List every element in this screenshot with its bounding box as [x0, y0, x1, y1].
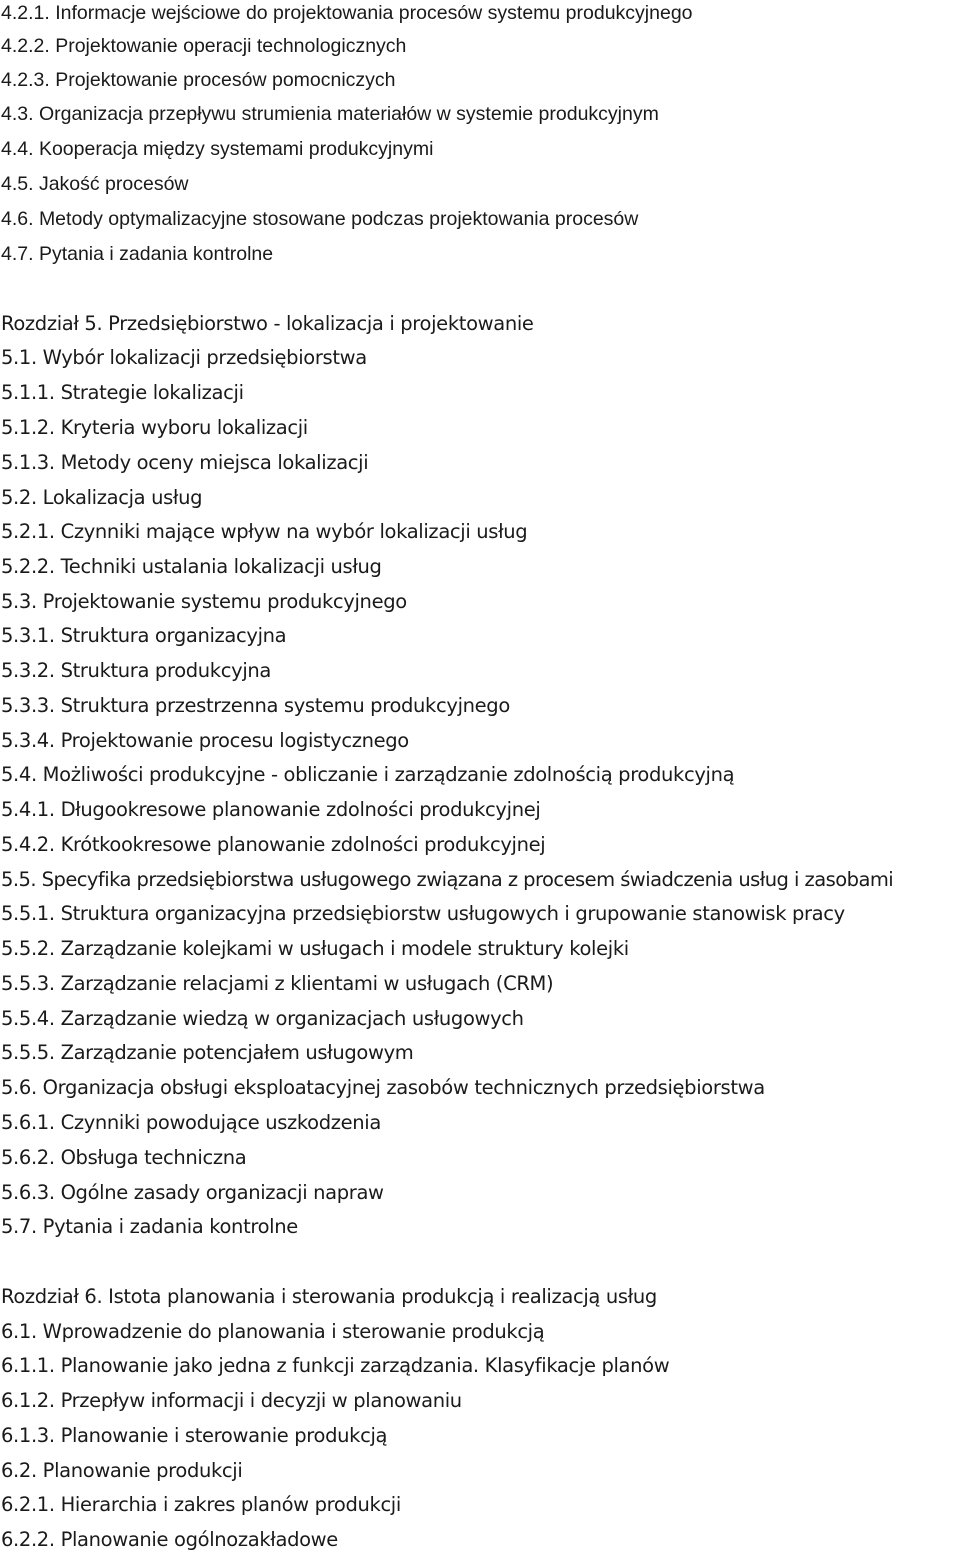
- toc-line-6-1: 6.1. Wprowadzenie do planowania i sterowanie produkcją: [1, 1320, 545, 1343]
- toc-line-6-1-2: 6.1.2. Przepływ informacji i decyzji w planowaniu: [1, 1389, 462, 1412]
- toc-line-4-2-2: 4.2.2. Projektowanie operacji technologicznych: [1, 35, 407, 57]
- toc-line-4-3: 4.3. Organizacja przepływu strumienia materiałów w systemie produkcyjnym: [1, 103, 659, 125]
- toc-line-5-6-2: 5.6.2. Obsługa techniczna: [1, 1146, 247, 1169]
- toc-line-4-6: 4.6. Metody optymalizacyjne stosowane podczas projektowania procesów: [1, 208, 639, 230]
- toc-line-5-3-2: 5.3.2. Struktura produkcyjna: [1, 659, 271, 682]
- toc-line-4-2-1: 4.2.1. Informacje wejściowe do projektowania procesów systemu produkcyjnego: [1, 2, 693, 24]
- toc-line-5-5-5: 5.5.5. Zarządzanie potencjałem usługowym: [1, 1041, 414, 1064]
- toc-line-5-4-2: 5.4.2. Krótkookresowe planowanie zdolności produkcyjnej: [1, 833, 546, 856]
- toc-line-5-6-1: 5.6.1. Czynniki powodujące uszkodzenia: [1, 1111, 381, 1134]
- toc-line-5-6: 5.6. Organizacja obsługi eksploatacyjnej zasobów technicznych przedsiębiorstwa: [1, 1076, 765, 1099]
- toc-line-4-4: 4.4. Kooperacja między systemami produkcyjnymi: [1, 138, 434, 160]
- toc-chapter-6-heading: Rozdział 6. Istota planowania i sterowania produkcją i realizacją usług: [1, 1285, 657, 1308]
- toc-line-6-2: 6.2. Planowanie produkcji: [1, 1459, 243, 1482]
- toc-line-5-1-1: 5.1.1. Strategie lokalizacji: [1, 381, 244, 404]
- toc-line-5-5-2: 5.5.2. Zarządzanie kolejkami w usługach i modele struktury kolejki: [1, 937, 629, 960]
- toc-line-6-1-3: 6.1.3. Planowanie i sterowanie produkcją: [1, 1424, 388, 1447]
- toc-line-5-3-1: 5.3.1. Struktura organizacyjna: [1, 624, 287, 647]
- toc-chapter-5-heading: Rozdział 5. Przedsiębiorstwo - lokalizacja i projektowanie: [1, 312, 534, 335]
- toc-line-5-5-1: 5.5.1. Struktura organizacyjna przedsiębiorstw usługowych i grupowanie stanowisk pracy: [1, 902, 845, 925]
- toc-line-5-2-1: 5.2.1. Czynniki mające wpływ na wybór lokalizacji usług: [1, 520, 528, 543]
- toc-line-5-2-2: 5.2.2. Techniki ustalania lokalizacji usług: [1, 555, 382, 578]
- toc-line-5-3: 5.3. Projektowanie systemu produkcyjnego: [1, 590, 407, 613]
- toc-line-5-1-2: 5.1.2. Kryteria wyboru lokalizacji: [1, 416, 308, 439]
- toc-line-5-3-3: 5.3.3. Struktura przestrzenna systemu produkcyjnego: [1, 694, 510, 717]
- toc-line-5-6-3: 5.6.3. Ogólne zasady organizacji napraw: [1, 1181, 384, 1204]
- toc-line-5-2: 5.2. Lokalizacja usług: [1, 486, 203, 509]
- toc-line-4-5: 4.5. Jakość procesów: [1, 173, 189, 195]
- toc-line-6-2-1: 6.2.1. Hierarchia i zakres planów produkcji: [1, 1493, 401, 1516]
- toc-line-4-2-3: 4.2.3. Projektowanie procesów pomocniczych: [1, 69, 396, 91]
- toc-line-5-5-4: 5.5.4. Zarządzanie wiedzą w organizacjach usługowych: [1, 1007, 524, 1030]
- toc-line-5-5: 5.5. Specyfika przedsiębiorstwa usługowego związana z procesem świadczenia usług i zasobami: [1, 868, 894, 891]
- toc-line-5-7: 5.7. Pytania i zadania kontrolne: [1, 1215, 298, 1238]
- toc-line-6-1-1: 6.1.1. Planowanie jako jedna z funkcji zarządzania. Klasyfikacje planów: [1, 1354, 670, 1377]
- toc-line-4-7: 4.7. Pytania i zadania kontrolne: [1, 243, 274, 265]
- toc-line-5-5-3: 5.5.3. Zarządzanie relacjami z klientami w usługach (CRM): [1, 972, 554, 995]
- toc-line-5-4-1: 5.4.1. Długookresowe planowanie zdolności produkcyjnej: [1, 798, 541, 821]
- toc-line-5-1-3: 5.1.3. Metody oceny miejsca lokalizacji: [1, 451, 369, 474]
- toc-line-5-3-4: 5.3.4. Projektowanie procesu logistycznego: [1, 729, 409, 752]
- toc-line-5-4: 5.4. Możliwości produkcyjne - obliczanie i zarządzanie zdolnością produkcyjną: [1, 763, 735, 786]
- toc-line-5-1: 5.1. Wybór lokalizacji przedsiębiorstwa: [1, 346, 367, 369]
- toc-line-6-2-2: 6.2.2. Planowanie ogólnozakładowe: [1, 1528, 338, 1551]
